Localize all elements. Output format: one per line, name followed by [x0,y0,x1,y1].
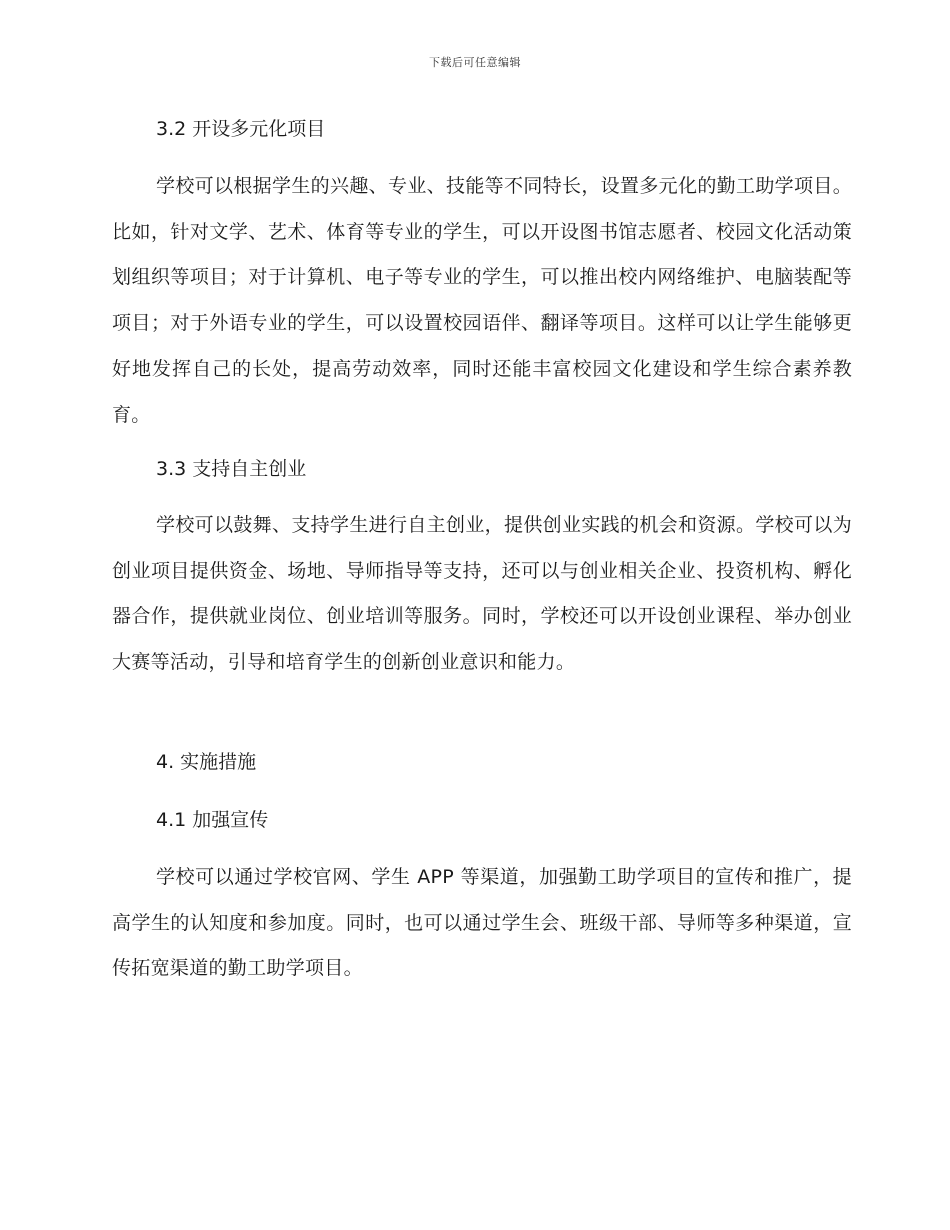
section-body-4-1: 学校可以通过学校官网、学生 APP 等渠道，加强勤工助学项目的宣传和推广，提高学生的认知度和参加度。同时，也可以通过学生会、班级干部、导师等多种渠道，宣传拓宽渠道的勤工助学项目。 [112,866,852,980]
section-body-3-3: 学校可以鼓舞、支持学生进行自主创业，提供创业实践的机会和资源。学校可以为创业项目提供资金、场地、导师指导等支持，还可以与创业相关企业、投资机构、孵化器合作，提供就业岗位、创业培训等服务。同时，学校还可以开设创业课程、举办创业大赛等活动，引导和培育学生的创新创业意识和能力。 [112,514,852,674]
section-heading-3-2: 3.2 开设多元化项目 [156,118,326,140]
section-body-3-2: 学校可以根据学生的兴趣、专业、技能等不同特长，设置多元化的勤工助学项目。比如，针对文学、艺术、体育等专业的学生，可以开设图书馆志愿者、校园文化活动策划组织等项目；对于计算机、电子等专业的学生，可以推出校内网络维护、电脑装配等项目；对于外语专业的学生，可以设置校园语伴、翻译等项目。这样可以让学生能够更好地发挥自己的长处，提高劳动效率，同时还能丰富校园文化建设和学生综合素养教育。 [112,175,852,426]
page-header: 下载后可任意编辑 [429,56,521,69]
section-heading-4: 4. 实施措施 [156,751,257,773]
section-heading-4-1: 4.1 加强宣传 [156,809,269,831]
section-heading-3-3: 3.3 支持自主创业 [156,458,307,480]
